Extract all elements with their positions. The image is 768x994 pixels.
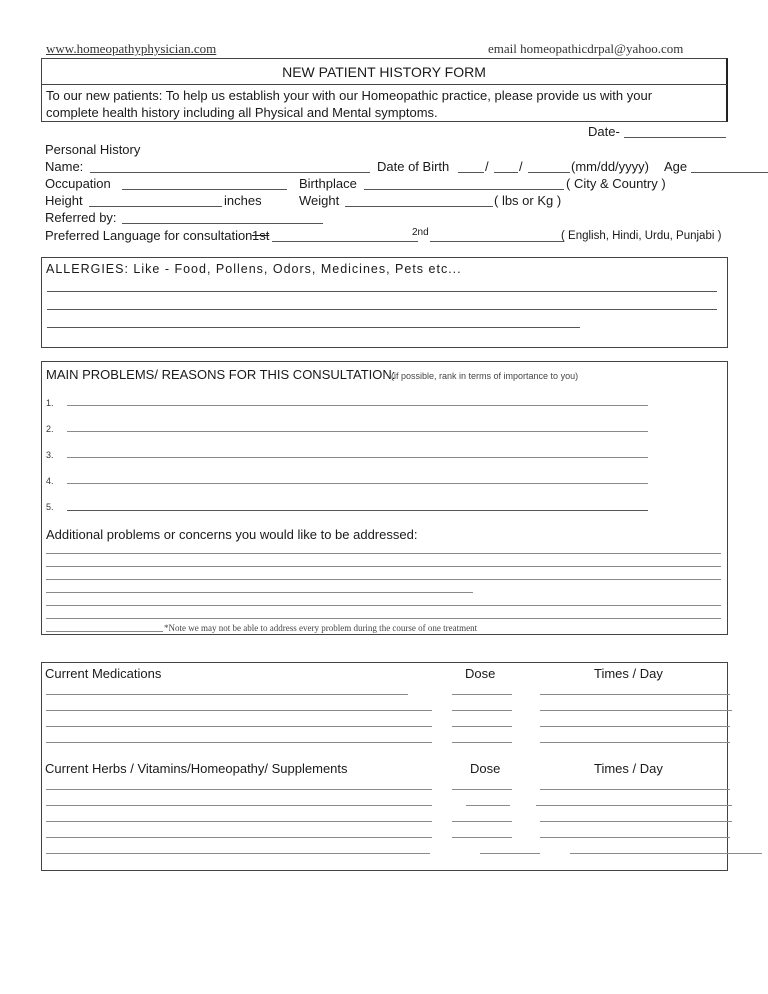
personal-history-heading: Personal History — [45, 142, 141, 157]
herb-row-3-col-3[interactable] — [540, 821, 732, 822]
height-field[interactable] — [89, 206, 222, 207]
problem-line-4[interactable] — [67, 483, 648, 484]
weight-field[interactable] — [345, 206, 493, 207]
additional-line-5[interactable] — [46, 605, 721, 606]
medications-dose-header: Dose — [465, 666, 496, 681]
medication-row-1-col-3[interactable] — [540, 694, 730, 695]
dob-format-hint: (mm/dd/yyyy) — [571, 159, 649, 174]
weight-unit: ( lbs or Kg ) — [494, 193, 562, 208]
medication-row-4-col-3[interactable] — [540, 742, 730, 743]
herb-row-2-col-3[interactable] — [536, 805, 732, 806]
problem-number-1: 1. — [46, 398, 54, 408]
intro-line-1: To our new patients: To help us establish your with our Homeopathic practice, please provide us with your — [46, 88, 653, 103]
name-field[interactable] — [90, 172, 370, 173]
date-label: Date- — [588, 124, 620, 139]
problem-number-4: 4. — [46, 476, 54, 486]
allergies-line-2[interactable] — [47, 309, 717, 310]
medications-heading: Current Medications — [45, 666, 162, 681]
additional-line-7[interactable] — [46, 631, 163, 632]
height-unit: inches — [224, 193, 262, 208]
occupation-label: Occupation — [45, 176, 111, 191]
birthplace-field[interactable] — [364, 189, 564, 190]
problem-line-3[interactable] — [67, 457, 648, 458]
medication-row-2-col-2[interactable] — [452, 710, 512, 711]
problem-number-3: 3. — [46, 450, 54, 460]
dob-month-field[interactable] — [458, 172, 484, 173]
allergies-line-3[interactable] — [47, 327, 580, 328]
medication-row-4-col-1[interactable] — [46, 742, 432, 743]
herb-row-3-col-1[interactable] — [46, 821, 432, 822]
herb-row-5-col-2[interactable] — [480, 853, 540, 854]
age-field[interactable] — [691, 172, 768, 173]
dob-label: Date of Birth — [377, 159, 450, 174]
herb-row-1-col-3[interactable] — [540, 789, 730, 790]
medication-row-3-col-3[interactable] — [540, 726, 730, 727]
language-label: Preferred Language for consultation — [45, 228, 253, 243]
herbs-dose-header: Dose — [470, 761, 501, 776]
medication-row-2-col-1[interactable] — [46, 710, 432, 711]
intro-line-2: complete health history including all Physical and Mental symptoms. — [46, 105, 438, 120]
herb-row-5-col-3[interactable] — [570, 853, 762, 854]
medications-times-header: Times / Day — [594, 666, 663, 681]
title-divider — [41, 84, 727, 85]
form-title: NEW PATIENT HISTORY FORM — [282, 64, 486, 80]
additional-problems-label: Additional problems or concerns you would like to be addressed: — [46, 527, 418, 542]
age-label: Age — [664, 159, 688, 174]
problems-heading: MAIN PROBLEMS/ REASONS FOR THIS CONSULTATION: — [46, 367, 396, 382]
herbs-heading: Current Herbs / Vitamins/Homeopathy/ Supplements — [45, 761, 348, 776]
allergies-line-1[interactable] — [47, 291, 717, 292]
problem-number-2: 2. — [46, 424, 54, 434]
medication-row-3-col-2[interactable] — [452, 726, 512, 727]
birthplace-hint: ( City & Country ) — [566, 176, 666, 191]
height-label: Height — [45, 193, 83, 208]
email-address: email homeopathicdrpal@yahoo.com — [488, 41, 684, 56]
problem-line-1[interactable] — [67, 405, 648, 406]
additional-line-3[interactable] — [46, 579, 721, 580]
herbs-times-header: Times / Day — [594, 761, 663, 776]
name-label: Name: — [45, 159, 84, 174]
weight-label: Weight — [299, 193, 340, 208]
second-language-field[interactable] — [430, 241, 564, 242]
herb-row-5-col-1[interactable] — [46, 853, 430, 854]
additional-line-6[interactable] — [46, 618, 721, 619]
herb-row-2-col-2[interactable] — [466, 805, 510, 806]
problem-line-2[interactable] — [67, 431, 648, 432]
medication-row-1-col-1[interactable] — [46, 694, 408, 695]
language-options: ( English, Hindi, Urdu, Punjabi ) — [561, 230, 722, 242]
problems-box — [41, 361, 728, 635]
herb-row-3-col-2[interactable] — [452, 821, 512, 822]
referred-by-field[interactable] — [122, 223, 323, 224]
allergies-heading: ALLERGIES: Like - Food, Pollens, Odors, Medicines, Pets etc... — [46, 262, 462, 276]
herb-row-2-col-1[interactable] — [46, 805, 432, 806]
first-language-field[interactable] — [272, 241, 418, 242]
second-language-mark: 2nd — [412, 227, 429, 238]
herb-row-1-col-2[interactable] — [452, 789, 512, 790]
problem-number-5: 5. — [46, 502, 54, 512]
problem-line-5[interactable] — [67, 510, 648, 511]
problems-note: (if possible, rank in terms of importance to you) — [391, 371, 579, 381]
herb-row-4-col-1[interactable] — [46, 837, 432, 838]
first-language-mark: 1st — [252, 228, 270, 243]
herb-row-1-col-1[interactable] — [46, 789, 432, 790]
dob-slash-1: / — [485, 159, 489, 174]
medication-row-4-col-2[interactable] — [452, 742, 512, 743]
birthplace-label: Birthplace — [299, 176, 357, 191]
medication-row-2-col-3[interactable] — [540, 710, 732, 711]
medication-row-3-col-1[interactable] — [46, 726, 432, 727]
additional-line-1[interactable] — [46, 553, 721, 554]
dob-slash-2: / — [519, 159, 523, 174]
problems-footnote: *Note we may not be able to address every problem during the course of one treatment — [164, 623, 478, 633]
referred-by-label: Referred by: — [45, 210, 117, 225]
herb-row-4-col-3[interactable] — [540, 837, 730, 838]
website-link[interactable]: www.homeopathyphysician.com — [46, 41, 217, 56]
dob-day-field[interactable] — [494, 172, 518, 173]
dob-year-field[interactable] — [528, 172, 570, 173]
herb-row-4-col-2[interactable] — [452, 837, 512, 838]
date-field[interactable] — [624, 137, 726, 138]
additional-line-4[interactable] — [46, 592, 473, 593]
additional-line-2[interactable] — [46, 566, 721, 567]
medication-row-1-col-2[interactable] — [452, 694, 512, 695]
occupation-field[interactable] — [122, 189, 287, 190]
